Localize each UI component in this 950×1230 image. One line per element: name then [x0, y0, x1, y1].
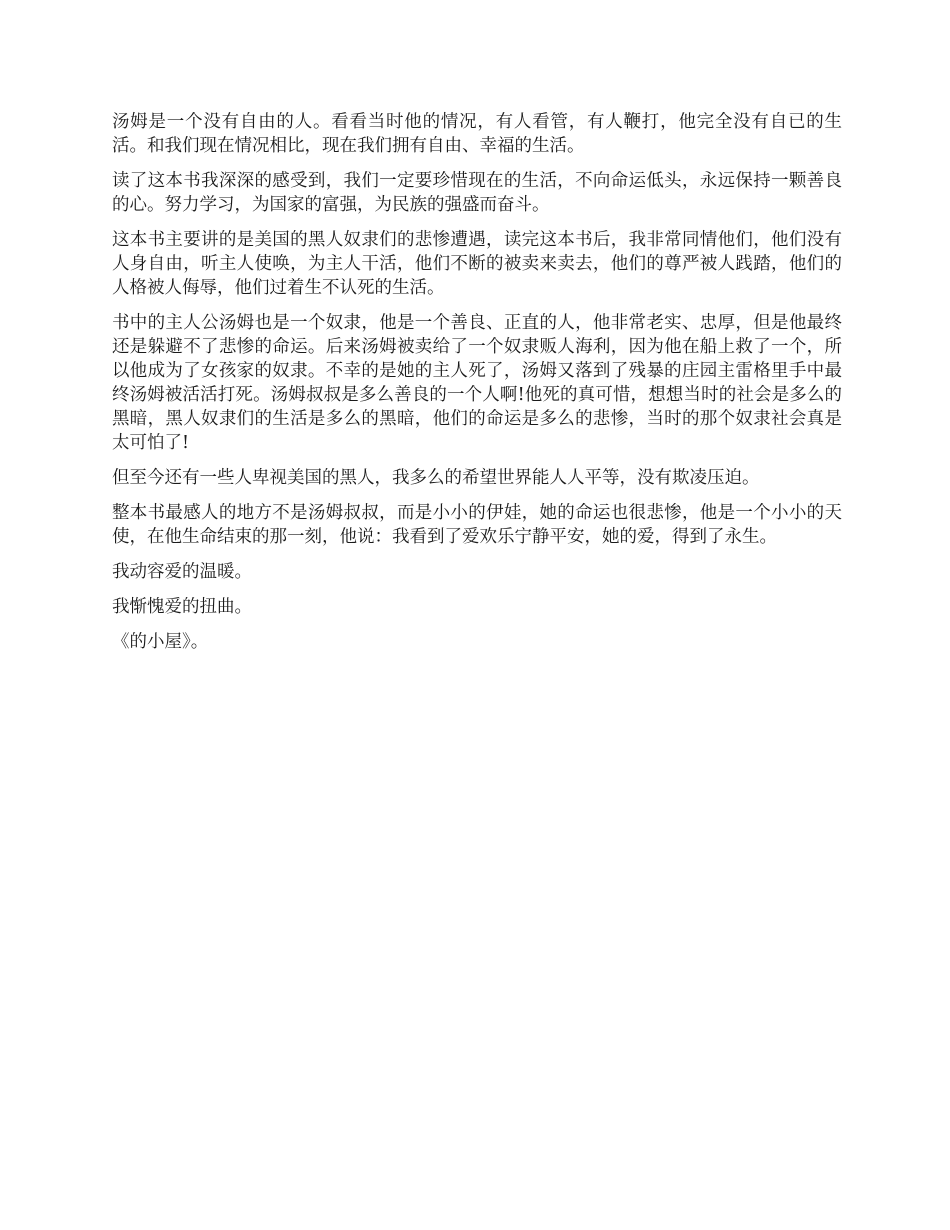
- paragraph-1: 汤姆是一个没有自由的人。看看当时他的情况，有人看管，有人鞭打，他完全没有自已的生活。和我们现在情况相比，现在我们拥有自由、幸福的生活。: [112, 112, 842, 156]
- paragraph-2: 读了这本书我深深的感受到，我们一定要珍惜现在的生活，不向命运低头，永远保持一颗善良的心。努力学习，为国家的富强，为民族的强盛而奋斗。: [112, 171, 842, 215]
- paragraph-8: 我惭愧爱的扭曲。: [112, 597, 252, 617]
- document-body: [112, 110, 842, 665]
- paragraph-7: 我动容爱的温暖。: [112, 562, 252, 582]
- paragraph-4: 书中的主人公汤姆也是一个奴隶，他是一个善良、正直的人，他非常老实、忠厚，但是他最终还是躲避不了悲惨的命运。后来汤姆被卖给了一个奴隶贩人海利，因为他在船上救了一个，所以他成为了女孩家的奴隶。不幸的是她的主人死了，汤姆又落到了残暴的庄园主雷格里手中最终汤姆被活活打死。汤姆叔叔是多么善良的一个人啊!他死的真可惜，想想当时的社会是多么的黑暗，黑人奴隶们的生活是多么的黑暗，他们的命运是多么的悲惨，当时的那个奴隶社会真是太可怕了!: [112, 313, 842, 453]
- paragraph-3: 这本书主要讲的是美国的黑人奴隶们的悲惨遭遇，读完这本书后，我非常同情他们，他们没有人身自由，听主人使唤，为主人干活，他们不断的被卖来卖去，他们的尊严被人践踏，他们的人格被人侮辱，他们过着生不认死的生活。: [112, 230, 842, 298]
- paragraph-5: 但至今还有一些人卑视美国的黑人，我多么的希望世界能人人平等，没有欺凌压迫。: [112, 468, 760, 488]
- paragraph-6: 整本书最感人的地方不是汤姆叔叔，而是小小的伊娃，她的命运也很悲惨，他是一个小小的天使，在他生命结束的那一刻，他说：我看到了爱欢乐宁静平安，她的爱，得到了永生。: [112, 503, 842, 547]
- paragraph-9: 《的小屋》。: [112, 632, 209, 652]
